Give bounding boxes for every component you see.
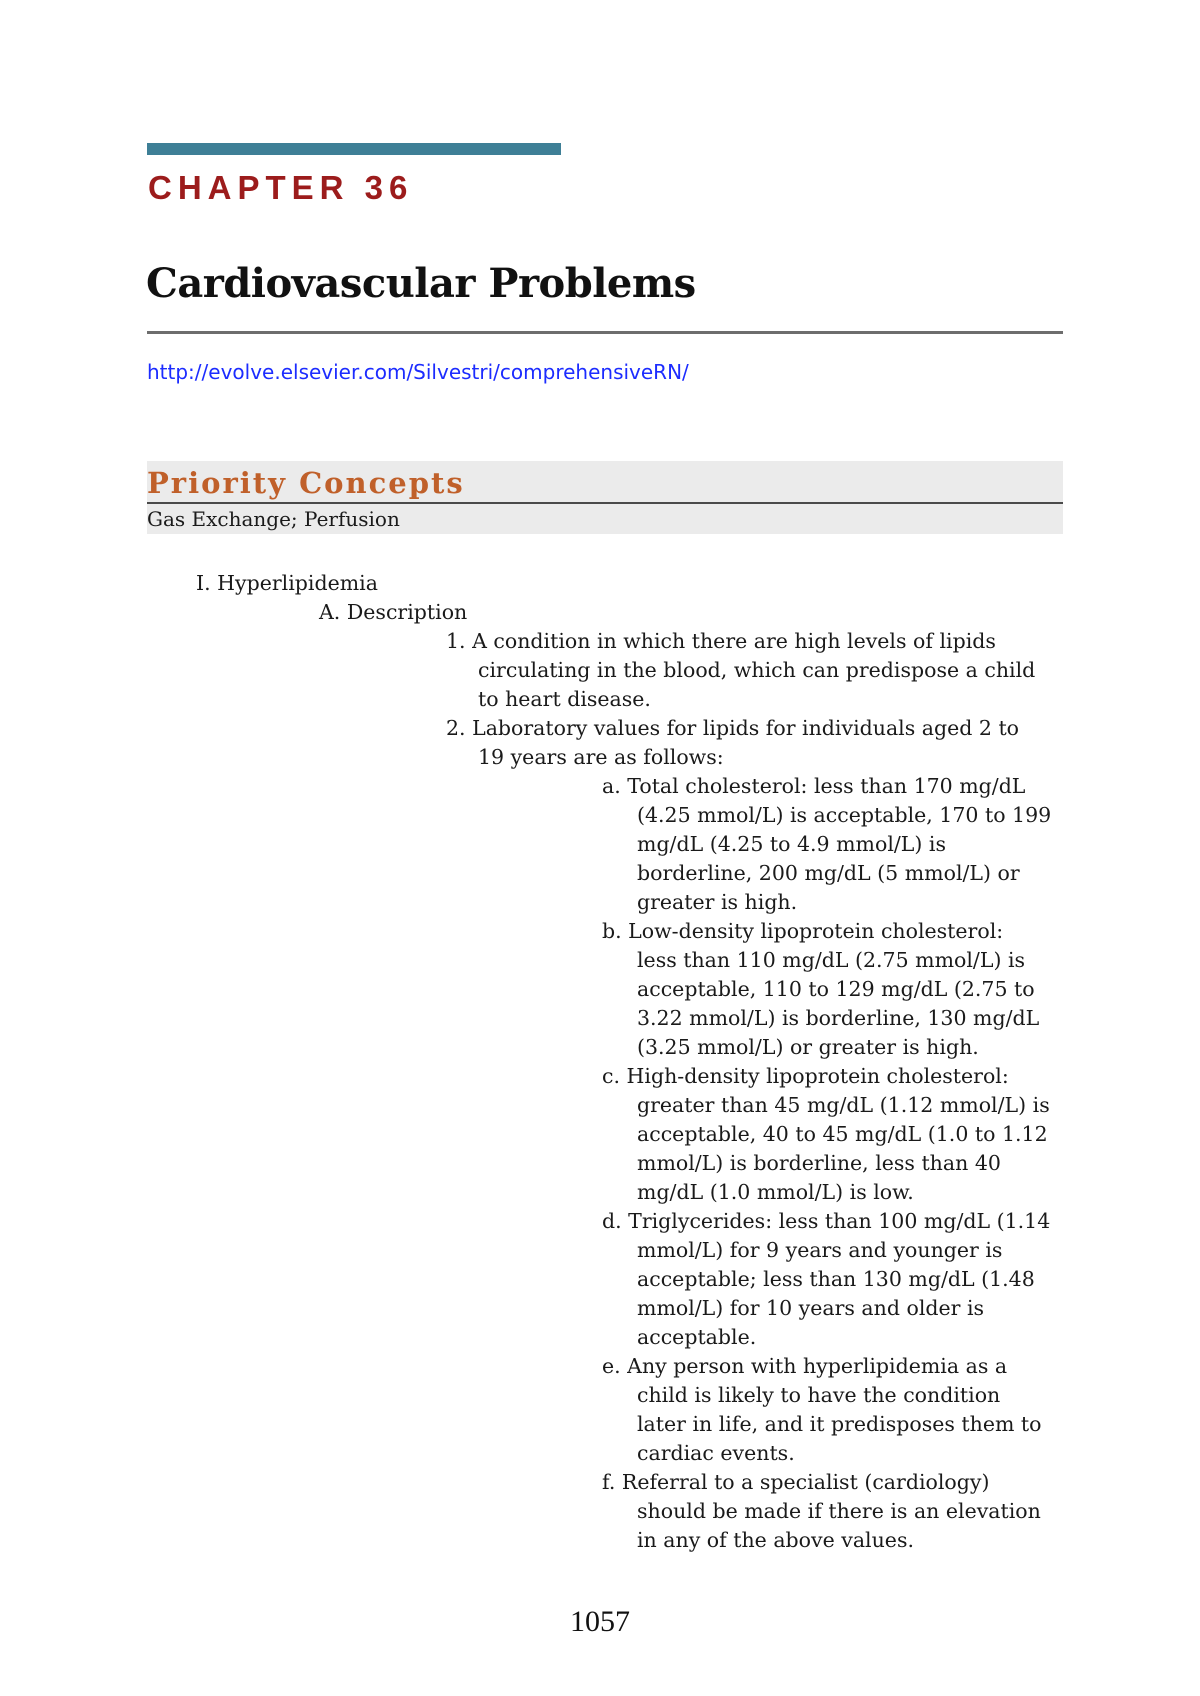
page-number: 1057 xyxy=(570,1605,630,1638)
list-item-text: A condition in which there are high levels of lipids xyxy=(465,629,996,653)
sub-item-text: Any person with hyperlipidemia as a xyxy=(620,1354,1008,1378)
outline-subsection-heading xyxy=(319,598,467,627)
list-item-line: circulating in the blood, which can predispose a child xyxy=(478,658,1036,682)
sub-item-line xyxy=(602,917,1003,946)
sub-item-text: Total cholesterol: less than 170 mg/dL xyxy=(620,774,1026,798)
sub-item-marker: f. xyxy=(602,1470,616,1494)
priority-concepts-box xyxy=(147,461,1063,534)
priority-concepts-heading: Priority Concepts xyxy=(147,466,465,500)
sub-item-line: child is likely to have the condition xyxy=(637,1383,1001,1407)
section-marker: I. xyxy=(196,571,211,595)
sub-item-line: mmol/L) for 10 years and older is xyxy=(637,1296,985,1320)
sub-item-line: mmol/L) for 9 years and younger is xyxy=(637,1238,1003,1262)
sub-item-line xyxy=(602,1062,1009,1091)
subsection-marker: A. xyxy=(319,600,341,624)
priority-concepts-text: Gas Exchange; Perfusion xyxy=(147,507,400,531)
sub-item-marker: d. xyxy=(602,1209,622,1233)
sub-item-marker: e. xyxy=(602,1354,621,1378)
priority-concepts-divider xyxy=(147,502,1063,504)
evolve-link[interactable]: http://evolve.elsevier.com/Silvestri/comprehensiveRN/ xyxy=(147,360,689,384)
sub-item-line: cardiac events. xyxy=(637,1441,795,1465)
sub-item-line xyxy=(602,1207,1050,1236)
sub-item-line: in any of the above values. xyxy=(637,1528,914,1552)
sub-item-line: mg/dL (4.25 to 4.9 mmol/L) is xyxy=(637,832,946,856)
sub-item-line xyxy=(602,1352,1007,1381)
outline-section-heading xyxy=(196,569,378,598)
sub-item-line xyxy=(602,1468,989,1497)
list-item-text: Laboratory values for lipids for individuals aged 2 to xyxy=(465,716,1020,740)
list-item-marker: 2. xyxy=(446,716,466,740)
sub-item-line: later in life, and it predisposes them to xyxy=(637,1412,1042,1436)
sub-item-line: mmol/L) is borderline, less than 40 xyxy=(637,1151,1001,1175)
sub-item-marker: a. xyxy=(602,774,621,798)
sub-item-line: acceptable, 40 to 45 mg/dL (1.0 to 1.12 xyxy=(637,1122,1048,1146)
sub-item-line: greater is high. xyxy=(637,890,798,914)
sub-item-line: acceptable, 110 to 129 mg/dL (2.75 to xyxy=(637,977,1035,1001)
sub-item-line: less than 110 mg/dL (2.75 mmol/L) is xyxy=(637,948,1026,972)
list-item-marker: 1. xyxy=(446,629,466,653)
list-item-line xyxy=(446,627,996,656)
sub-item-text: High-density lipoprotein cholesterol: xyxy=(620,1064,1009,1088)
sub-item-line: acceptable. xyxy=(637,1325,757,1349)
title-divider xyxy=(147,331,1063,334)
list-item-line: to heart disease. xyxy=(478,687,651,711)
sub-item-line: acceptable; less than 130 mg/dL (1.48 xyxy=(637,1267,1035,1291)
chapter-accent-bar xyxy=(147,143,561,155)
sub-item-line: mg/dL (1.0 mmol/L) is low. xyxy=(637,1180,914,1204)
sub-item-line: greater than 45 mg/dL (1.12 mmol/L) is xyxy=(637,1093,1050,1117)
list-item-line xyxy=(446,714,1019,743)
subsection-title: Description xyxy=(346,600,468,624)
sub-item-line: 3.22 mmol/L) is borderline, 130 mg/dL xyxy=(637,1006,1040,1030)
list-item-line: 19 years are as follows: xyxy=(478,745,724,769)
sub-item-marker: c. xyxy=(602,1064,620,1088)
sub-item-text: Referral to a specialist (cardiology) xyxy=(615,1470,990,1494)
sub-item-line: (4.25 mmol/L) is acceptable, 170 to 199 xyxy=(637,803,1052,827)
sub-item-line: borderline, 200 mg/dL (5 mmol/L) or xyxy=(637,861,1020,885)
sub-item-marker: b. xyxy=(602,919,622,943)
sub-item-text: Low-density lipoprotein cholesterol: xyxy=(621,919,1004,943)
sub-item-line: (3.25 mmol/L) or greater is high. xyxy=(637,1035,979,1059)
chapter-title: Cardiovascular Problems xyxy=(146,260,696,307)
sub-item-text: Triglycerides: less than 100 mg/dL (1.14 xyxy=(621,1209,1051,1233)
section-title: Hyperlipidemia xyxy=(217,571,378,595)
chapter-label: CHAPTER 36 xyxy=(148,169,414,206)
sub-item-line: should be made if there is an elevation xyxy=(637,1499,1041,1523)
sub-item-line xyxy=(602,772,1025,801)
